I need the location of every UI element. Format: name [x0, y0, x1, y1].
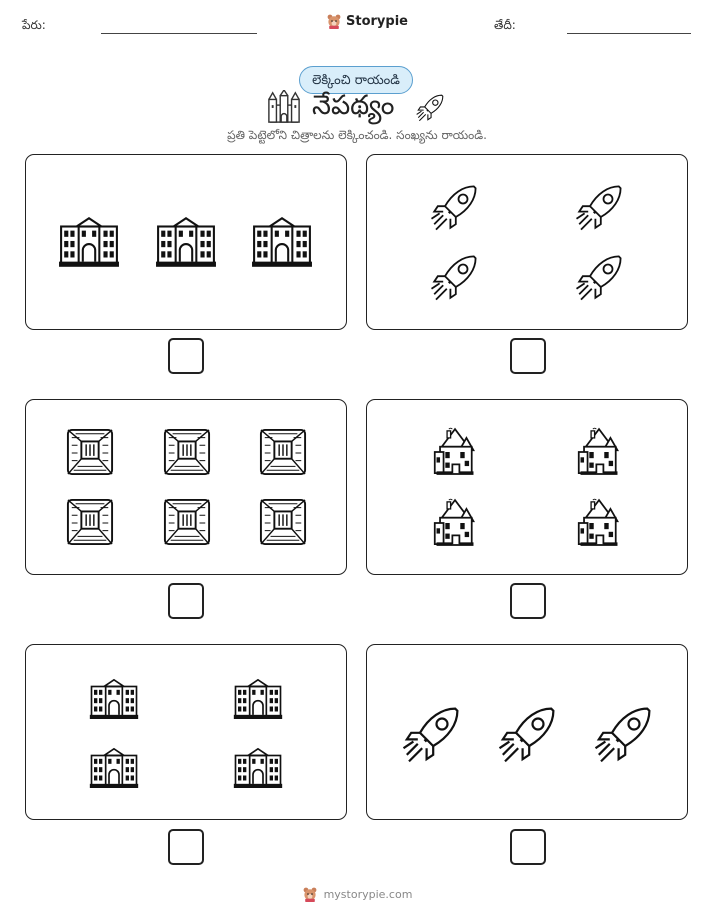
- school-building-icon: [89, 678, 139, 720]
- answer-box-6[interactable]: [510, 829, 546, 865]
- school-building-icon: [233, 678, 283, 720]
- brand-logo: [326, 13, 408, 29]
- bear-icon: [302, 886, 318, 902]
- stone-window-icon: [66, 498, 114, 546]
- bear-icon: [326, 13, 342, 29]
- date-label: తేదీ:: [494, 18, 516, 32]
- rocket-icon: [398, 702, 464, 768]
- instructions: ప్రతి పెట్టెలోని చిత్రాలను లెక్కించండి. సంఖ్యను రాయండి.: [227, 128, 487, 142]
- footer: [0, 886, 714, 902]
- count-panel-6: [366, 644, 688, 820]
- rocket-icon: [427, 251, 481, 305]
- stone-window-icon: [163, 498, 211, 546]
- haunted-house-icon: [577, 427, 621, 477]
- answer-box-1[interactable]: [168, 338, 204, 374]
- page-title: నేపథ్యం: [312, 90, 395, 121]
- date-line[interactable]: [567, 33, 691, 34]
- answer-box-2[interactable]: [510, 338, 546, 374]
- haunted-house-icon: [433, 427, 477, 477]
- castle-icon: [267, 90, 301, 124]
- haunted-house-icon: [433, 498, 477, 548]
- rocket-icon: [590, 702, 656, 768]
- school-building-icon: [233, 747, 283, 789]
- stone-window-icon: [259, 428, 307, 476]
- count-panel-4: [366, 399, 688, 575]
- school-building-icon: [155, 216, 217, 268]
- rocket-icon: [572, 181, 626, 235]
- answer-box-4[interactable]: [510, 583, 546, 619]
- stone-window-icon: [163, 428, 211, 476]
- haunted-house-icon: [577, 498, 621, 548]
- name-label: పేరు:: [22, 18, 46, 32]
- stone-window-icon: [66, 428, 114, 476]
- brand-name: Storypie: [346, 13, 408, 29]
- count-panel-3: [25, 399, 347, 575]
- count-panel-2: [366, 154, 688, 330]
- worksheet-tag: లెక్కించి రాయండి: [299, 66, 413, 94]
- stone-window-icon: [259, 498, 307, 546]
- school-building-icon: [251, 216, 313, 268]
- count-panel-1: [25, 154, 347, 330]
- rocket-icon: [427, 181, 481, 235]
- name-line[interactable]: [101, 33, 257, 34]
- rocket-icon: [494, 702, 560, 768]
- answer-box-3[interactable]: [168, 583, 204, 619]
- rocket-icon: [414, 92, 446, 124]
- school-building-icon: [89, 747, 139, 789]
- count-panel-5: [25, 644, 347, 820]
- school-building-icon: [58, 216, 120, 268]
- footer-site[interactable]: mystorypie.com: [323, 887, 413, 901]
- rocket-icon: [572, 251, 626, 305]
- answer-box-5[interactable]: [168, 829, 204, 865]
